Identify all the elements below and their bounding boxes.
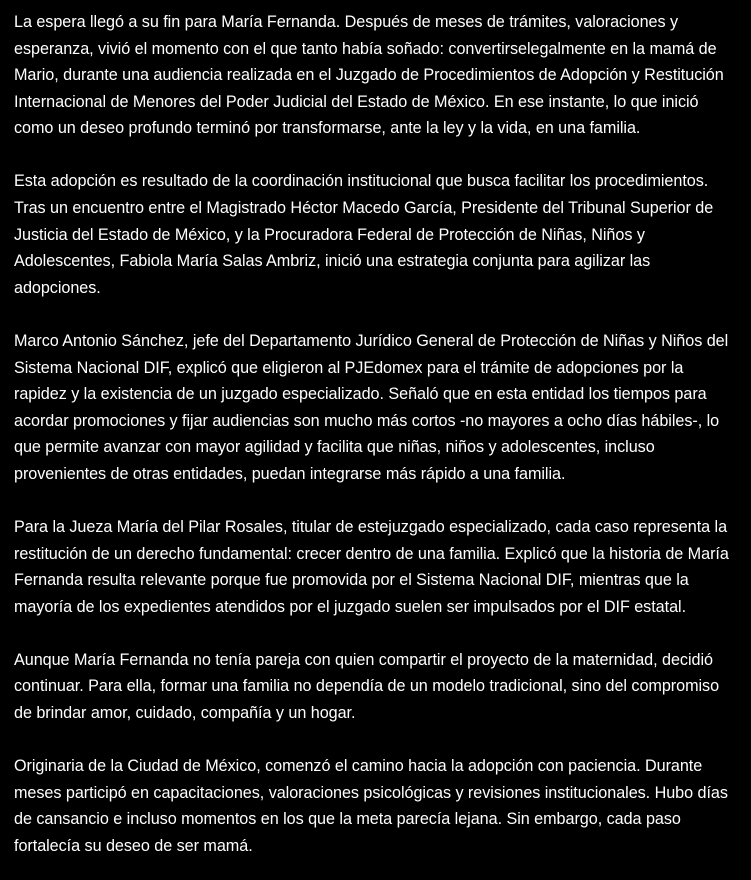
- paragraph-6: Originaria de la Ciudad de México, comenzó el camino hacia la adopción con paciencia. Durante meses participó en capacitaciones, valoraciones psicológicas y revisiones institucionales. Hubo días de cansancio e incluso momentos en los que la meta parecía lejana. Sin embargo, cada paso fortalecía su deseo de ser mamá.: [14, 757, 728, 855]
- paragraph-3: Marco Antonio Sánchez, jefe del Departamento Jurídico General de Protección de Niñas y Niños del Sistema Nacional DIF, explicó que eligieron al PJEdomex para el trámite de adopciones por la rapidez y la existencia de un juzgado especializado. Señaló que en esta entidad los tiempos para acordar promociones y fijar audiencias son mucho más cortos -no mayores a ocho días hábiles-, lo que permite avanzar con mayor agilidad y facilita que niñas, niños y adolescentes, incluso provenientes de otras entidades, puedan integrarse más rápido a una familia.: [14, 331, 729, 483]
- article-body: [14, 9, 737, 860]
- paragraph-1: La espera llegó a su fin para María Fernanda. Después de meses de trámites, valoraciones y esperanza, vivió el momento con el que tanto había soñado: convertirselegalmente en la mamá de Mario, durante una audiencia realizada en el Juzgado de Procedimientos de Adopción y Restitución Internacional de Menores del Poder Judicial del Estado de México. En ese instante, lo que inició como un deseo profundo terminó por transformarse, ante la ley y la vida, en una familia.: [14, 13, 724, 138]
- paragraph-4: Para la Jueza María del Pilar Rosales, titular de estejuzgado especializado, cada caso representa la restitución de un derecho fundamental: crecer dentro de una familia. Explicó que la historia de María Fernanda resulta relevante porque fue promovida por el Sistema Nacional DIF, mientras que la mayoría de los expedientes atendidos por el juzgado suelen ser impulsados por el DIF estatal.: [14, 518, 729, 616]
- paragraph-5: Aunque María Fernanda no tenía pareja con quien compartir el proyecto de la maternidad, decidió continuar. Para ella, formar una familia no dependía de un modelo tradicional, sino del compromiso de brindar amor, cuidado, compañía y un hogar.: [14, 650, 720, 723]
- paragraph-2: Esta adopción es resultado de la coordinación institucional que busca facilitar los procedimientos. Tras un encuentro entre el Magistrado Héctor Macedo García, Presidente del Tribunal Superior de Justicia del Estado de México, y la Procuradora Federal de Protección de Niñas, Niños y Adolescentes, Fabiola María Salas Ambriz, inició una estrategia conjunta para agilizar las adopciones.: [14, 172, 714, 297]
